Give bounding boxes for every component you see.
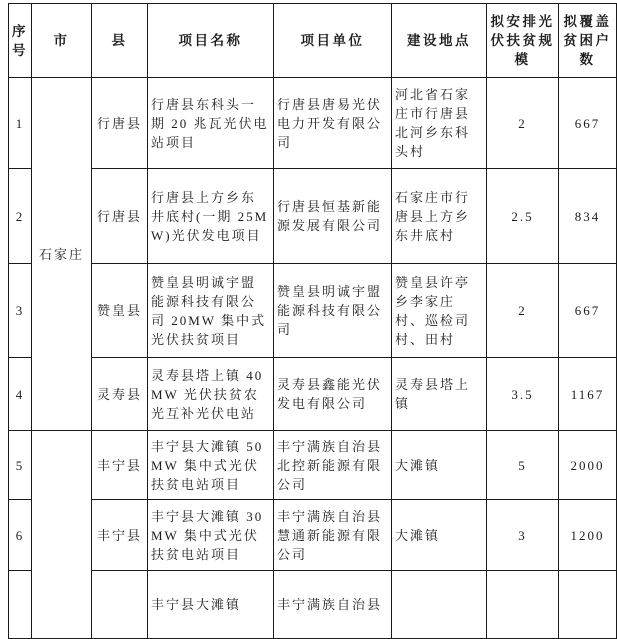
cell-county: 赞皇县	[92, 264, 148, 358]
cell-project-unit: 丰宁满族自治县	[274, 571, 392, 639]
cell-city-empty	[32, 431, 92, 639]
cell-location: 大滩镇	[392, 500, 487, 571]
table-row	[9, 264, 617, 358]
cell-seq	[9, 571, 32, 639]
cell-households: 667	[559, 78, 617, 169]
cell-project-name: 丰宁县大滩镇 30MW 集中式光伏扶贫电站项目	[148, 500, 274, 571]
cell-project-unit: 灵寿县鑫能光伏发电有限公司	[274, 358, 392, 431]
table-row	[9, 78, 617, 169]
table-row-partial	[9, 571, 617, 639]
cell-households	[559, 571, 617, 639]
cell-location: 河北省石家庄市行唐县北河乡东科头村	[392, 78, 487, 169]
cell-city-shijiazhuang: 石家庄	[32, 78, 92, 431]
cell-seq: 2	[9, 169, 32, 264]
cell-county: 灵寿县	[92, 358, 148, 431]
cell-county: 行唐县	[92, 78, 148, 169]
cell-seq: 4	[9, 358, 32, 431]
cell-project-name: 行唐县上方乡东井底村(一期 25MW)光伏发电项目	[148, 169, 274, 264]
cell-scale: 3.5	[487, 358, 559, 431]
cell-seq: 3	[9, 264, 32, 358]
cell-location	[392, 571, 487, 639]
header-cell-county: 县	[92, 4, 148, 78]
table-row	[9, 431, 617, 500]
cell-location: 石家庄市行唐县上方乡东井底村	[392, 169, 487, 264]
cell-project-unit: 赞皇县明诚宇盟能源科技有限公司	[274, 264, 392, 358]
table-header-row	[9, 4, 617, 78]
cell-project-name: 行唐县东科头一期 20 兆瓦光伏电站项目	[148, 78, 274, 169]
cell-seq: 6	[9, 500, 32, 571]
cell-project-name: 丰宁县大滩镇	[148, 571, 274, 639]
cell-households: 1200	[559, 500, 617, 571]
cell-scale: 2.5	[487, 169, 559, 264]
cell-county: 丰宁县	[92, 500, 148, 571]
cell-seq: 1	[9, 78, 32, 169]
pv-poverty-project-table	[8, 3, 617, 639]
cell-location: 大滩镇	[392, 431, 487, 500]
cell-county: 丰宁县	[92, 431, 148, 500]
cell-project-name: 赞皇县明诚宇盟能源科技有限公司 20MW 集中式光伏扶贫项目	[148, 264, 274, 358]
header-cell-scale: 拟安排光伏扶贫规模	[487, 4, 559, 78]
cell-location: 赞皇县许亭乡李家庄村、巡检司村、田村	[392, 264, 487, 358]
header-cell-households: 拟覆盖贫困户数	[559, 4, 617, 78]
cell-scale: 2	[487, 78, 559, 169]
cell-households: 834	[559, 169, 617, 264]
header-cell-city: 市	[32, 4, 92, 78]
table-row	[9, 358, 617, 431]
header-cell-location: 建设地点	[392, 4, 487, 78]
cell-county	[92, 571, 148, 639]
cell-project-unit: 行唐县唐易光伏电力开发有限公司	[274, 78, 392, 169]
table-row	[9, 169, 617, 264]
cell-project-unit: 行唐县恒基新能源发展有限公司	[274, 169, 392, 264]
header-cell-project-name: 项目名称	[148, 4, 274, 78]
header-cell-seq: 序号	[9, 4, 32, 78]
cell-county: 行唐县	[92, 169, 148, 264]
cell-households: 667	[559, 264, 617, 358]
cell-households: 2000	[559, 431, 617, 500]
cell-location: 灵寿县塔上镇	[392, 358, 487, 431]
cell-project-name: 丰宁县大滩镇 50MW 集中式光伏扶贫电站项目	[148, 431, 274, 500]
cell-households: 1167	[559, 358, 617, 431]
cell-scale: 5	[487, 431, 559, 500]
cell-project-unit: 丰宁满族自治县北控新能源有限公司	[274, 431, 392, 500]
cell-scale	[487, 571, 559, 639]
cell-project-unit: 丰宁满族自治县慧通新能源有限公司	[274, 500, 392, 571]
table-row	[9, 500, 617, 571]
cell-scale: 3	[487, 500, 559, 571]
cell-project-name: 灵寿县塔上镇 40MW 光伏扶贫农光互补光伏电站	[148, 358, 274, 431]
cell-scale: 2	[487, 264, 559, 358]
cell-seq: 5	[9, 431, 32, 500]
header-cell-project-unit: 项目单位	[274, 4, 392, 78]
